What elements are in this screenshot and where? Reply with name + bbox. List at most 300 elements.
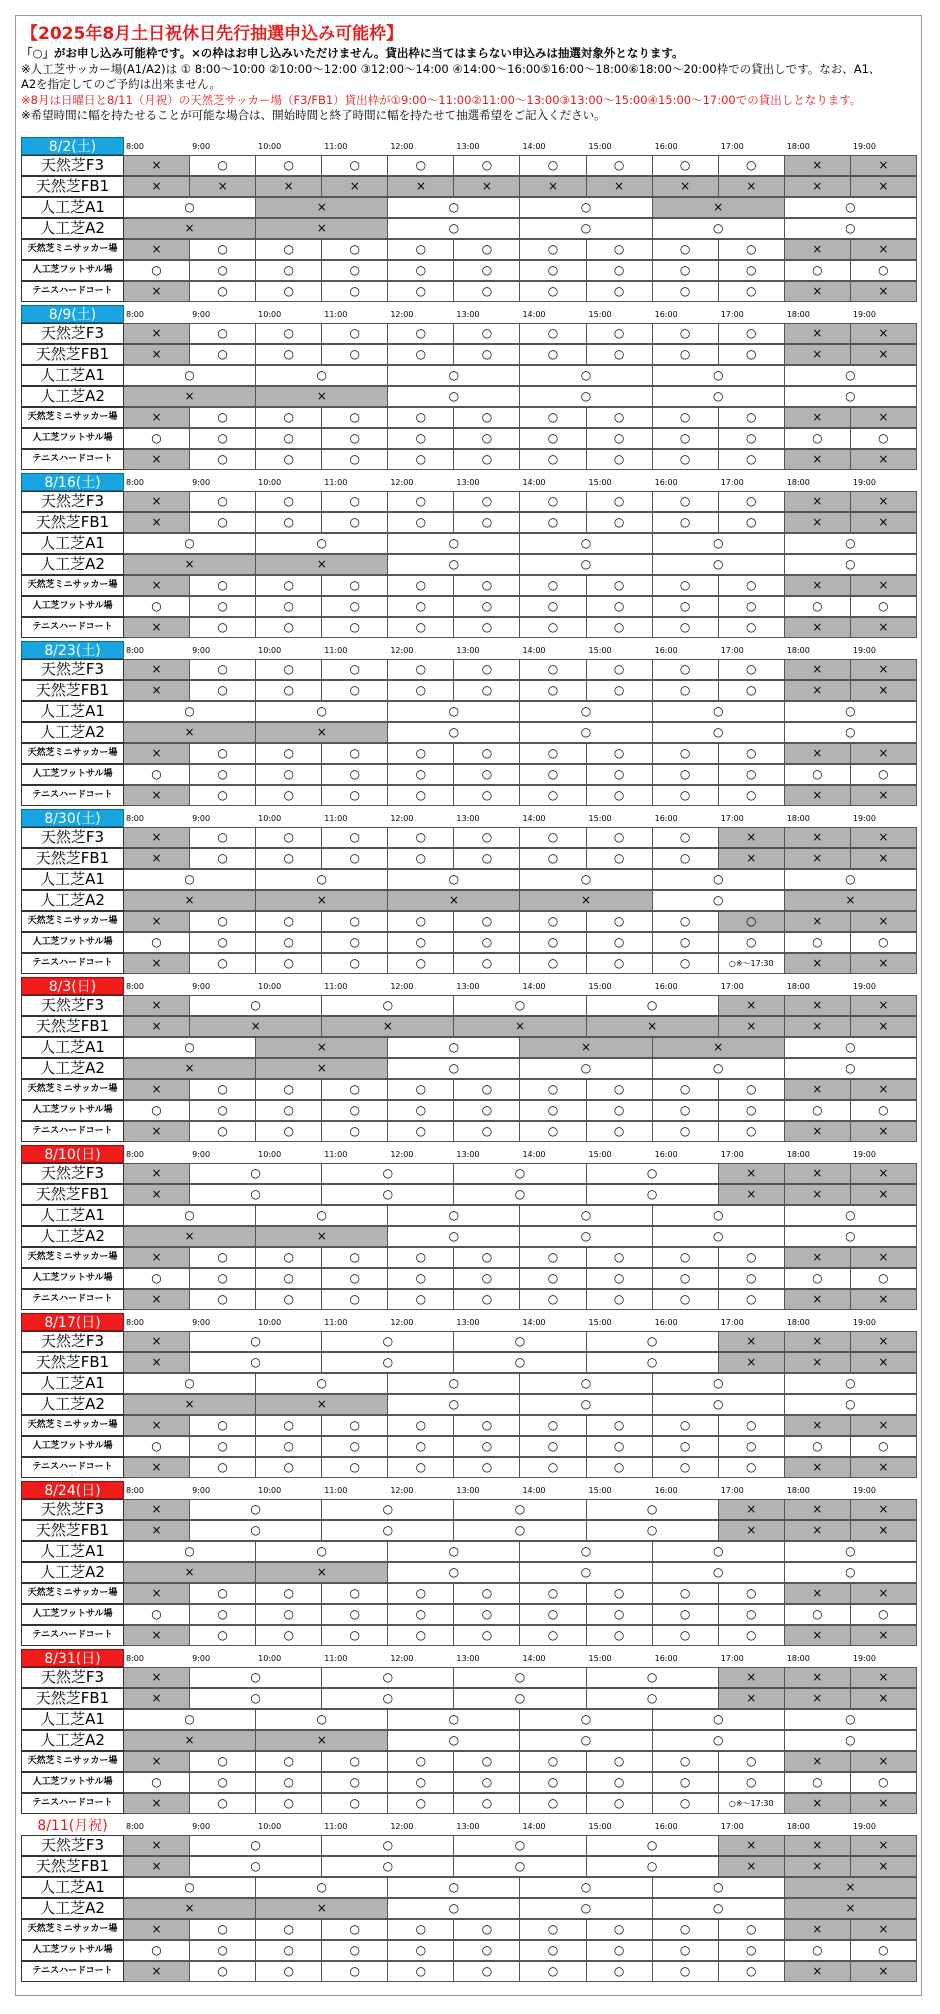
slot-available: ○ xyxy=(322,764,388,785)
slot-unavailable: × xyxy=(785,827,851,848)
slot-available: ○ xyxy=(653,344,719,365)
slot-unavailable: × xyxy=(785,995,851,1016)
slot-unavailable: × xyxy=(851,1961,917,1982)
slot-available: ○ xyxy=(322,1100,388,1121)
slot-available: ○ xyxy=(587,680,653,701)
slot-available: ○ xyxy=(124,1436,190,1457)
time-label: 9:00 xyxy=(192,478,211,487)
slot-available: ○ xyxy=(587,1856,719,1877)
slot-available: ○ xyxy=(653,1898,785,1919)
slot-unavailable: × xyxy=(124,848,190,869)
slot-unavailable: × xyxy=(785,1688,851,1709)
slot-unavailable: × xyxy=(785,1793,851,1814)
slot-available: ○ xyxy=(587,1184,719,1205)
time-label: 16:00 xyxy=(654,1654,678,1663)
slot-available: ○ xyxy=(851,260,917,281)
time-label: 17:00 xyxy=(720,982,744,991)
slot-available: ○ xyxy=(587,827,653,848)
slot-available: ○ xyxy=(322,1835,454,1856)
time-label: 19:00 xyxy=(852,1318,876,1327)
facility-row xyxy=(21,1331,917,1352)
facility-row xyxy=(21,890,917,911)
slot-available: ○ xyxy=(520,1394,652,1415)
slot-available: ○ xyxy=(454,1583,520,1604)
facility-row xyxy=(21,1877,917,1898)
slot-available: ○ xyxy=(653,281,719,302)
day-date-label: 8/30(土) xyxy=(21,809,124,827)
slot-available: ○ xyxy=(454,1940,520,1961)
slot-unavailable: × xyxy=(851,344,917,365)
facility-name: テニスハードコート xyxy=(21,281,124,302)
slot-available: ○ xyxy=(322,1184,454,1205)
facility-name: 天然芝ミニサッカー場 xyxy=(21,1415,124,1436)
facility-row xyxy=(21,281,917,302)
slot-unavailable: × xyxy=(256,1730,388,1751)
slot-available: ○ xyxy=(256,323,322,344)
time-label: 17:00 xyxy=(720,1654,744,1663)
slot-available: ○ xyxy=(587,491,653,512)
slot-available: ○ xyxy=(587,1520,719,1541)
slot-available: ○ xyxy=(587,1940,653,1961)
slot-available: ○ xyxy=(190,1625,256,1646)
slot-available: ○ xyxy=(256,659,322,680)
slot-unavailable: × xyxy=(785,743,851,764)
slot-unavailable: × xyxy=(124,1688,190,1709)
time-label: 18:00 xyxy=(786,1150,810,1159)
slot-unavailable: × xyxy=(190,176,256,197)
day-date-label: 8/17(日) xyxy=(21,1313,124,1331)
facility-row xyxy=(21,764,917,785)
facility-name: 天然芝FB1 xyxy=(21,1688,124,1709)
time-label: 11:00 xyxy=(324,1150,348,1159)
slot-available: ○ xyxy=(190,848,256,869)
slot-available: ○ xyxy=(454,1268,520,1289)
slot-available: ○ xyxy=(124,365,256,386)
slot-available: ○ xyxy=(454,1625,520,1646)
time-label: 18:00 xyxy=(786,982,810,991)
time-label: 18:00 xyxy=(786,814,810,823)
slot-available: ○ xyxy=(653,1226,785,1247)
facility-name: 人工芝フットサル場 xyxy=(21,1100,124,1121)
slot-available: ○ xyxy=(520,1625,586,1646)
slot-available: ○ xyxy=(256,785,322,806)
slot-available: ○ xyxy=(322,1520,454,1541)
slot-available: ○ xyxy=(190,1268,256,1289)
time-label: 9:00 xyxy=(192,814,211,823)
slot-available: ○ xyxy=(256,596,322,617)
slot-unavailable: × xyxy=(520,176,586,197)
facility-name: 人工芝フットサル場 xyxy=(21,1268,124,1289)
slot-available: ○ xyxy=(587,449,653,470)
facility-row xyxy=(21,1898,917,1919)
facility-name: 人工芝A2 xyxy=(21,1562,124,1583)
slot-unavailable: × xyxy=(124,953,190,974)
slot-unavailable: × xyxy=(785,344,851,365)
slot-available: ○ xyxy=(388,1625,454,1646)
slot-available: ○ xyxy=(322,1961,388,1982)
slot-available: ○ xyxy=(520,1079,586,1100)
day-block xyxy=(21,305,917,473)
facility-row xyxy=(21,1625,917,1646)
slot-unavailable: × xyxy=(851,1457,917,1478)
slot-available: ○ xyxy=(785,197,917,218)
slot-available: ○ xyxy=(653,617,719,638)
slot-available: ○ xyxy=(719,617,785,638)
slot-available: ○ xyxy=(653,1604,719,1625)
slot-available: ○ xyxy=(520,1205,652,1226)
time-label: 8:00 xyxy=(126,1654,144,1663)
facility-row xyxy=(21,1709,917,1730)
slot-available: ○ xyxy=(322,512,388,533)
facility-name: 天然芝FB1 xyxy=(21,848,124,869)
facility-row xyxy=(21,365,917,386)
slot-available: ○ xyxy=(785,1436,851,1457)
slot-unavailable: × xyxy=(719,995,785,1016)
facility-name: 天然芝ミニサッカー場 xyxy=(21,1919,124,1940)
slot-available: ○ xyxy=(256,1415,322,1436)
slot-available: ○ xyxy=(388,1793,454,1814)
slot-available: ○ xyxy=(785,428,851,449)
facility-name: 天然芝FB1 xyxy=(21,1352,124,1373)
slot-available: ○ xyxy=(520,953,586,974)
time-label: 12:00 xyxy=(390,1486,414,1495)
page-title: 【2025年8月土日祝休日先行抽選申込み可能枠】 xyxy=(21,24,404,44)
slot-unavailable: × xyxy=(124,890,256,911)
slot-unavailable: × xyxy=(851,239,917,260)
slot-unavailable: × xyxy=(388,890,520,911)
slot-available: ○ xyxy=(256,407,322,428)
slot-available: ○ xyxy=(719,1289,785,1310)
slot-available: ○ xyxy=(322,1436,388,1457)
slot-available: ○ xyxy=(785,1205,917,1226)
facility-name: 人工芝フットサル場 xyxy=(21,428,124,449)
slot-available: ○ xyxy=(256,575,322,596)
slot-available: ○ xyxy=(587,1268,653,1289)
slot-available: ○ xyxy=(520,1268,586,1289)
slot-available: ○ xyxy=(520,449,586,470)
slot-available: ○ xyxy=(454,995,586,1016)
slot-available: ○ xyxy=(190,827,256,848)
slot-unavailable: × xyxy=(124,218,256,239)
slot-unavailable: × xyxy=(851,323,917,344)
slot-available: ○ xyxy=(388,449,454,470)
slot-available: ○ xyxy=(587,764,653,785)
slot-unavailable: × xyxy=(124,344,190,365)
slot-available: ○ xyxy=(256,680,322,701)
slot-available: ○ xyxy=(719,1247,785,1268)
facility-row xyxy=(21,1835,917,1856)
slot-available: ○ xyxy=(653,785,719,806)
slot-available: ○ xyxy=(653,890,785,911)
time-label: 9:00 xyxy=(192,1150,211,1159)
slot-available: ○ xyxy=(520,1961,586,1982)
slot-unavailable: × xyxy=(124,386,256,407)
facility-name: 天然芝FB1 xyxy=(21,1856,124,1877)
slot-available: ○ xyxy=(256,1268,322,1289)
slot-unavailable: × xyxy=(851,1415,917,1436)
slot-unavailable: × xyxy=(851,491,917,512)
slot-available: ○ xyxy=(520,617,586,638)
facility-name: 天然芝F3 xyxy=(21,155,124,176)
slot-available: ○ xyxy=(520,365,652,386)
facility-name: 人工芝A2 xyxy=(21,890,124,911)
facility-name: テニスハードコート xyxy=(21,953,124,974)
slot-available: ○ xyxy=(124,1709,256,1730)
slot-unavailable: × xyxy=(124,1835,190,1856)
slot-unavailable: × xyxy=(124,1247,190,1268)
slot-available: ○ xyxy=(322,1121,388,1142)
time-label: 9:00 xyxy=(192,1318,211,1327)
slot-available: ○ xyxy=(388,281,454,302)
slot-available: ○ xyxy=(520,659,586,680)
slot-available: ○ xyxy=(785,932,851,953)
slot-available: ○ xyxy=(190,1520,322,1541)
facility-row xyxy=(21,1394,917,1415)
slot-available: ○ xyxy=(785,764,851,785)
time-label: 14:00 xyxy=(522,1150,546,1159)
slot-unavailable: × xyxy=(785,1247,851,1268)
time-label: 13:00 xyxy=(456,646,480,655)
slot-available: ○ xyxy=(520,827,586,848)
slot-available: ○ xyxy=(256,344,322,365)
slot-unavailable: × xyxy=(851,1856,917,1877)
slot-unavailable: × xyxy=(719,1667,785,1688)
time-label: 11:00 xyxy=(324,310,348,319)
slot-available: ○ xyxy=(520,239,586,260)
time-label: 15:00 xyxy=(588,142,612,151)
time-label: 8:00 xyxy=(126,1822,144,1831)
slot-available: ○ xyxy=(587,1289,653,1310)
slot-available: ○ xyxy=(653,575,719,596)
slot-available: ○ xyxy=(785,1940,851,1961)
slot-available: ○ xyxy=(322,575,388,596)
slot-available: ○ xyxy=(653,239,719,260)
time-label: 18:00 xyxy=(786,310,810,319)
slot-available: ○ xyxy=(190,1163,322,1184)
slot-available: ○ xyxy=(520,1562,652,1583)
slot-available: ○ xyxy=(190,1856,322,1877)
slot-available: ○ xyxy=(653,932,719,953)
time-label: 15:00 xyxy=(588,478,612,487)
slot-available: ○ xyxy=(520,848,586,869)
facility-row xyxy=(21,1100,917,1121)
slot-unavailable: × xyxy=(124,554,256,575)
slot-available: ○ xyxy=(322,659,388,680)
slot-unavailable: × xyxy=(719,848,785,869)
slot-available: ○ xyxy=(785,1037,917,1058)
facility-row xyxy=(21,1919,917,1940)
note-line-5: ※希望時間に幅を持たせることが可能な場合は、開始時間と終了時間に幅を持たせて抽選希望をご記入ください。 xyxy=(21,108,606,123)
slot-available: ○ xyxy=(653,1058,785,1079)
slot-available: ○ xyxy=(388,575,454,596)
slot-available: ○ xyxy=(520,680,586,701)
time-label: 11:00 xyxy=(324,982,348,991)
facility-row xyxy=(21,932,917,953)
slot-available: ○ xyxy=(388,764,454,785)
slot-available: ○ xyxy=(785,1373,917,1394)
slot-unavailable: × xyxy=(719,176,785,197)
slot-available: ○ xyxy=(190,680,256,701)
slot-available: ○ xyxy=(322,323,388,344)
slot-available: ○ xyxy=(719,659,785,680)
time-label: 11:00 xyxy=(324,1654,348,1663)
slot-unavailable: × xyxy=(851,995,917,1016)
time-label: 19:00 xyxy=(852,646,876,655)
slot-available: ○ xyxy=(256,953,322,974)
slot-available: ○ xyxy=(454,449,520,470)
slot-unavailable: × xyxy=(124,743,190,764)
time-label: 16:00 xyxy=(654,1318,678,1327)
facility-row xyxy=(21,533,917,554)
slot-available: ○ xyxy=(719,491,785,512)
slot-available: ○ xyxy=(587,323,653,344)
slot-available: ○ xyxy=(322,1163,454,1184)
slot-available: ○ xyxy=(520,1289,586,1310)
slot-available: ○ xyxy=(520,344,586,365)
slot-available: ○ xyxy=(520,323,586,344)
slot-unavailable: × xyxy=(520,890,652,911)
slot-unavailable: × xyxy=(124,1016,190,1037)
slot-available: ○ xyxy=(454,1415,520,1436)
time-label: 18:00 xyxy=(786,1318,810,1327)
slot-unavailable: × xyxy=(124,1058,256,1079)
slot-available: ○ xyxy=(190,1415,256,1436)
facility-name: 天然芝ミニサッカー場 xyxy=(21,743,124,764)
slot-available: ○ xyxy=(454,1667,586,1688)
slot-available: ○ xyxy=(653,1394,785,1415)
slot-unavailable: × xyxy=(124,1226,256,1247)
slot-available: ○ xyxy=(653,1877,785,1898)
slot-available: ○ xyxy=(388,1562,520,1583)
time-label: 9:00 xyxy=(192,1654,211,1663)
slot-available: ○ xyxy=(322,1499,454,1520)
slot-available: ○ xyxy=(719,1079,785,1100)
slot-available: ○ xyxy=(388,617,454,638)
slot-available: ○ xyxy=(520,491,586,512)
slot-available: ○ xyxy=(719,1919,785,1940)
facility-row xyxy=(21,1499,917,1520)
time-label: 11:00 xyxy=(324,1486,348,1495)
slot-available: ○ xyxy=(256,1121,322,1142)
slot-unavailable: × xyxy=(785,617,851,638)
slot-available: ○ xyxy=(388,1940,454,1961)
slot-unavailable: × xyxy=(851,1289,917,1310)
slot-available: ○ xyxy=(256,449,322,470)
slot-available: ○ xyxy=(322,1772,388,1793)
slot-available: ○ xyxy=(322,743,388,764)
slot-available: ○ xyxy=(785,554,917,575)
slot-available: ○ xyxy=(587,1352,719,1373)
slot-available: ○ xyxy=(190,575,256,596)
slot-available: ○ xyxy=(322,491,388,512)
slot-available: ○ xyxy=(388,680,454,701)
slot-unavailable: × xyxy=(851,1499,917,1520)
slot-available: ○ xyxy=(653,1751,719,1772)
slot-unavailable: × xyxy=(124,155,190,176)
slot-available: ○ xyxy=(785,701,917,722)
facility-name: 天然芝F3 xyxy=(21,1163,124,1184)
slot-available: ○ xyxy=(190,1688,322,1709)
slot-available: ○ xyxy=(785,1709,917,1730)
slot-unavailable: × xyxy=(851,953,917,974)
slot-available: ○ xyxy=(124,1100,190,1121)
slot-unavailable: × xyxy=(785,281,851,302)
slot-unavailable: × xyxy=(851,155,917,176)
slot-available: ○ xyxy=(587,1499,719,1520)
slot-available: ○ xyxy=(388,1751,454,1772)
slot-available: ○ xyxy=(124,1373,256,1394)
time-label: 12:00 xyxy=(390,478,414,487)
slot-available: ○ xyxy=(322,932,388,953)
slot-available: ○ xyxy=(388,722,520,743)
slot-available: ○ xyxy=(190,1583,256,1604)
slot-available: ○ xyxy=(256,911,322,932)
slot-available: ○ xyxy=(388,1961,454,1982)
slot-available: ○ xyxy=(653,533,785,554)
time-label: 9:00 xyxy=(192,982,211,991)
slot-unavailable: × xyxy=(719,1016,785,1037)
slot-available: ○ xyxy=(388,659,454,680)
slot-unavailable: × xyxy=(851,1352,917,1373)
facility-row xyxy=(21,1415,917,1436)
slot-unavailable: × xyxy=(851,1184,917,1205)
slot-available: ○ xyxy=(388,1919,454,1940)
slot-unavailable: × xyxy=(124,449,190,470)
slot-available: ○ xyxy=(388,701,520,722)
slot-available: ○ xyxy=(520,554,652,575)
facility-row xyxy=(21,785,917,806)
slot-available: ○ xyxy=(256,281,322,302)
facility-row xyxy=(21,1226,917,1247)
slot-available: ○ xyxy=(520,1772,586,1793)
slot-available: ○ xyxy=(256,1541,388,1562)
slot-available: ○ xyxy=(190,1457,256,1478)
time-label: 15:00 xyxy=(588,1318,612,1327)
facility-row xyxy=(21,1037,917,1058)
slot-unavailable: × xyxy=(785,1121,851,1142)
facility-row xyxy=(21,1373,917,1394)
time-label: 10:00 xyxy=(258,1318,282,1327)
slot-available: ○ xyxy=(785,1058,917,1079)
time-label: 11:00 xyxy=(324,142,348,151)
slot-available: ○ xyxy=(454,1856,586,1877)
slot-unavailable: × xyxy=(124,659,190,680)
slot-available: ○ xyxy=(388,953,454,974)
time-label: 11:00 xyxy=(324,478,348,487)
facility-name: 人工芝A1 xyxy=(21,869,124,890)
slot-available: ○ xyxy=(124,260,190,281)
time-label: 12:00 xyxy=(390,646,414,655)
facility-name: 天然芝ミニサッカー場 xyxy=(21,911,124,932)
slot-available: ○ xyxy=(653,386,785,407)
slot-unavailable: × xyxy=(124,1919,190,1940)
slot-available: ○ xyxy=(190,911,256,932)
slot-available: ○ xyxy=(587,1688,719,1709)
slot-unavailable: × xyxy=(256,1898,388,1919)
time-label: 13:00 xyxy=(456,1150,480,1159)
slot-available: ○ xyxy=(256,512,322,533)
slot-available: ○ xyxy=(256,1940,322,1961)
slot-available: ○ xyxy=(785,365,917,386)
slot-available: ○ xyxy=(190,617,256,638)
time-label: 8:00 xyxy=(126,142,144,151)
facility-name: 人工芝A2 xyxy=(21,554,124,575)
slot-available: ○ xyxy=(190,1100,256,1121)
slot-available: ○ xyxy=(124,869,256,890)
slot-unavailable: × xyxy=(719,1688,785,1709)
slot-unavailable: × xyxy=(124,827,190,848)
time-label: 12:00 xyxy=(390,982,414,991)
